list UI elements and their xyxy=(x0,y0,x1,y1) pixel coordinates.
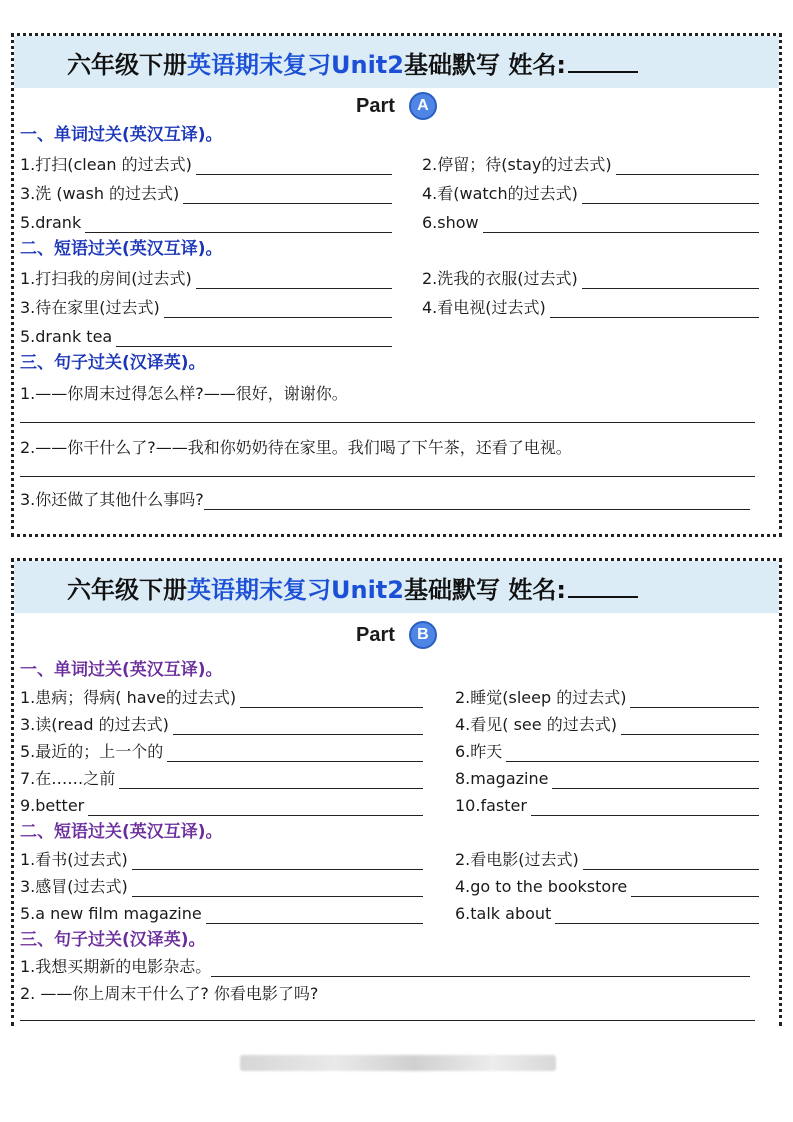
answer-blank[interactable] xyxy=(506,744,759,762)
answer-blank[interactable] xyxy=(196,271,392,289)
part-heading xyxy=(14,90,779,122)
sentence-answer-line[interactable] xyxy=(20,405,755,423)
word-item: 3.洗 (wash 的过去式) xyxy=(20,184,392,207)
section-words-heading: 一、单词过关(英汉互译)。 xyxy=(20,125,223,145)
title-name-label: 基础默写 姓名: xyxy=(403,50,566,79)
answer-blank[interactable] xyxy=(550,300,759,318)
part-label: Part xyxy=(356,623,395,646)
answer-blank[interactable] xyxy=(483,215,759,233)
blurred-footer xyxy=(240,1055,556,1071)
word-item: 3.读(read 的过去式) xyxy=(20,715,423,738)
word-item: 2.睡觉(sleep 的过去式) xyxy=(455,688,759,711)
phrase-item: 4.看电视(过去式) xyxy=(422,298,759,321)
section-words-heading: 一、单词过关(英汉互译)。 xyxy=(20,660,223,680)
answer-blank[interactable] xyxy=(552,771,759,789)
name-blank[interactable] xyxy=(568,51,638,73)
title-grade: 六年级下册 xyxy=(67,50,187,79)
answer-blank[interactable] xyxy=(630,690,759,708)
answer-blank[interactable] xyxy=(206,906,423,924)
title-name-label: 基础默写 姓名: xyxy=(403,575,566,604)
part-heading xyxy=(14,619,779,651)
phrase-item: 4.go to the bookstore xyxy=(455,877,759,900)
title-unit: 英语期末复习Unit2 xyxy=(187,50,404,79)
phrase-item: 2.看电影(过去式) xyxy=(455,850,759,873)
phrase-item: 1.打扫我的房间(过去式) xyxy=(20,269,392,292)
phrase-item: 3.感冒(过去式) xyxy=(20,877,423,900)
answer-blank[interactable] xyxy=(88,798,423,816)
sentence-item xyxy=(14,954,779,977)
sentence-item xyxy=(14,487,779,510)
phrase-item: 1.看书(过去式) xyxy=(20,850,423,873)
worksheet-title xyxy=(14,36,779,88)
answer-blank[interactable] xyxy=(183,186,392,204)
worksheet-part-b xyxy=(11,558,782,1026)
worksheet-part-a xyxy=(11,33,782,537)
sentence-prompt: 3.你还做了其他什么事吗? xyxy=(20,490,204,509)
answer-blank[interactable] xyxy=(164,300,392,318)
sentence-answer-line[interactable] xyxy=(204,492,750,510)
word-item: 4.看(watch的过去式) xyxy=(422,184,759,207)
part-label: Part xyxy=(356,94,395,117)
answer-blank[interactable] xyxy=(555,906,759,924)
phrase-item: 3.待在家里(过去式) xyxy=(20,298,392,321)
title-unit: 英语期末复习Unit2 xyxy=(187,575,404,604)
part-b-badge-icon: B xyxy=(409,621,437,649)
answer-blank[interactable] xyxy=(132,852,423,870)
answer-blank[interactable] xyxy=(631,879,759,897)
section-phrases-heading: 二、短语过关(英汉互译)。 xyxy=(20,239,223,259)
word-item: 7.在……之前 xyxy=(20,769,423,792)
answer-blank[interactable] xyxy=(132,879,423,897)
answer-blank[interactable] xyxy=(173,717,423,735)
phrase-item: 5.a new film magazine xyxy=(20,904,423,927)
sentence-answer-line[interactable] xyxy=(211,959,750,977)
answer-blank[interactable] xyxy=(582,271,759,289)
answer-blank[interactable] xyxy=(85,215,392,233)
answer-blank[interactable] xyxy=(240,690,423,708)
part-a-badge-icon: A xyxy=(409,92,437,120)
word-item: 5.最近的；上一个的 xyxy=(20,742,423,765)
word-item: 5.drank xyxy=(20,213,392,236)
word-item: 2.停留；待(stay的过去式) xyxy=(422,155,759,178)
answer-blank[interactable] xyxy=(531,798,759,816)
word-item: 6.show xyxy=(422,213,759,236)
answer-blank[interactable] xyxy=(119,771,423,789)
answer-blank[interactable] xyxy=(116,329,392,347)
answer-blank[interactable] xyxy=(582,186,759,204)
sentence-prompt: 1.——你周末过得怎么样?——很好，谢谢你。 xyxy=(20,384,348,403)
word-item: 4.看见( see 的过去式) xyxy=(455,715,759,738)
sentence-answer-line[interactable] xyxy=(20,459,755,477)
phrase-item: 6.talk about xyxy=(455,904,759,927)
phrase-item: 5.drank tea xyxy=(20,327,392,350)
answer-blank[interactable] xyxy=(616,157,759,175)
answer-blank[interactable] xyxy=(583,852,759,870)
word-item: 1.患病；得病( have的过去式) xyxy=(20,688,423,711)
answer-blank[interactable] xyxy=(196,157,392,175)
word-item: 1.打扫(clean 的过去式) xyxy=(20,155,392,178)
section-sentences-heading: 三、句子过关(汉译英)。 xyxy=(20,930,206,950)
word-item: 6.昨天 xyxy=(455,742,759,765)
title-grade: 六年级下册 xyxy=(67,575,187,604)
word-item: 10.faster xyxy=(455,796,759,819)
sentence-prompt: 2.——你干什么了?——我和你奶奶待在家里。我们喝了下午茶，还看了电视。 xyxy=(20,438,572,457)
answer-blank[interactable] xyxy=(167,744,423,762)
sentence-prompt: 2. ——你上周末干什么了? 你看电影了吗? xyxy=(20,984,319,1003)
sentence-prompt: 1.我想买期新的电影杂志。 xyxy=(20,957,212,976)
answer-blank[interactable] xyxy=(621,717,759,735)
section-sentences-heading: 三、句子过关(汉译英)。 xyxy=(20,353,206,373)
phrase-item: 2.洗我的衣服(过去式) xyxy=(422,269,759,292)
name-blank[interactable] xyxy=(568,576,638,598)
word-item: 9.better xyxy=(20,796,423,819)
word-item: 8.magazine xyxy=(455,769,759,792)
section-phrases-heading: 二、短语过关(英汉互译)。 xyxy=(20,822,223,842)
worksheet-title xyxy=(14,561,779,613)
sentence-answer-line[interactable] xyxy=(20,1005,755,1021)
